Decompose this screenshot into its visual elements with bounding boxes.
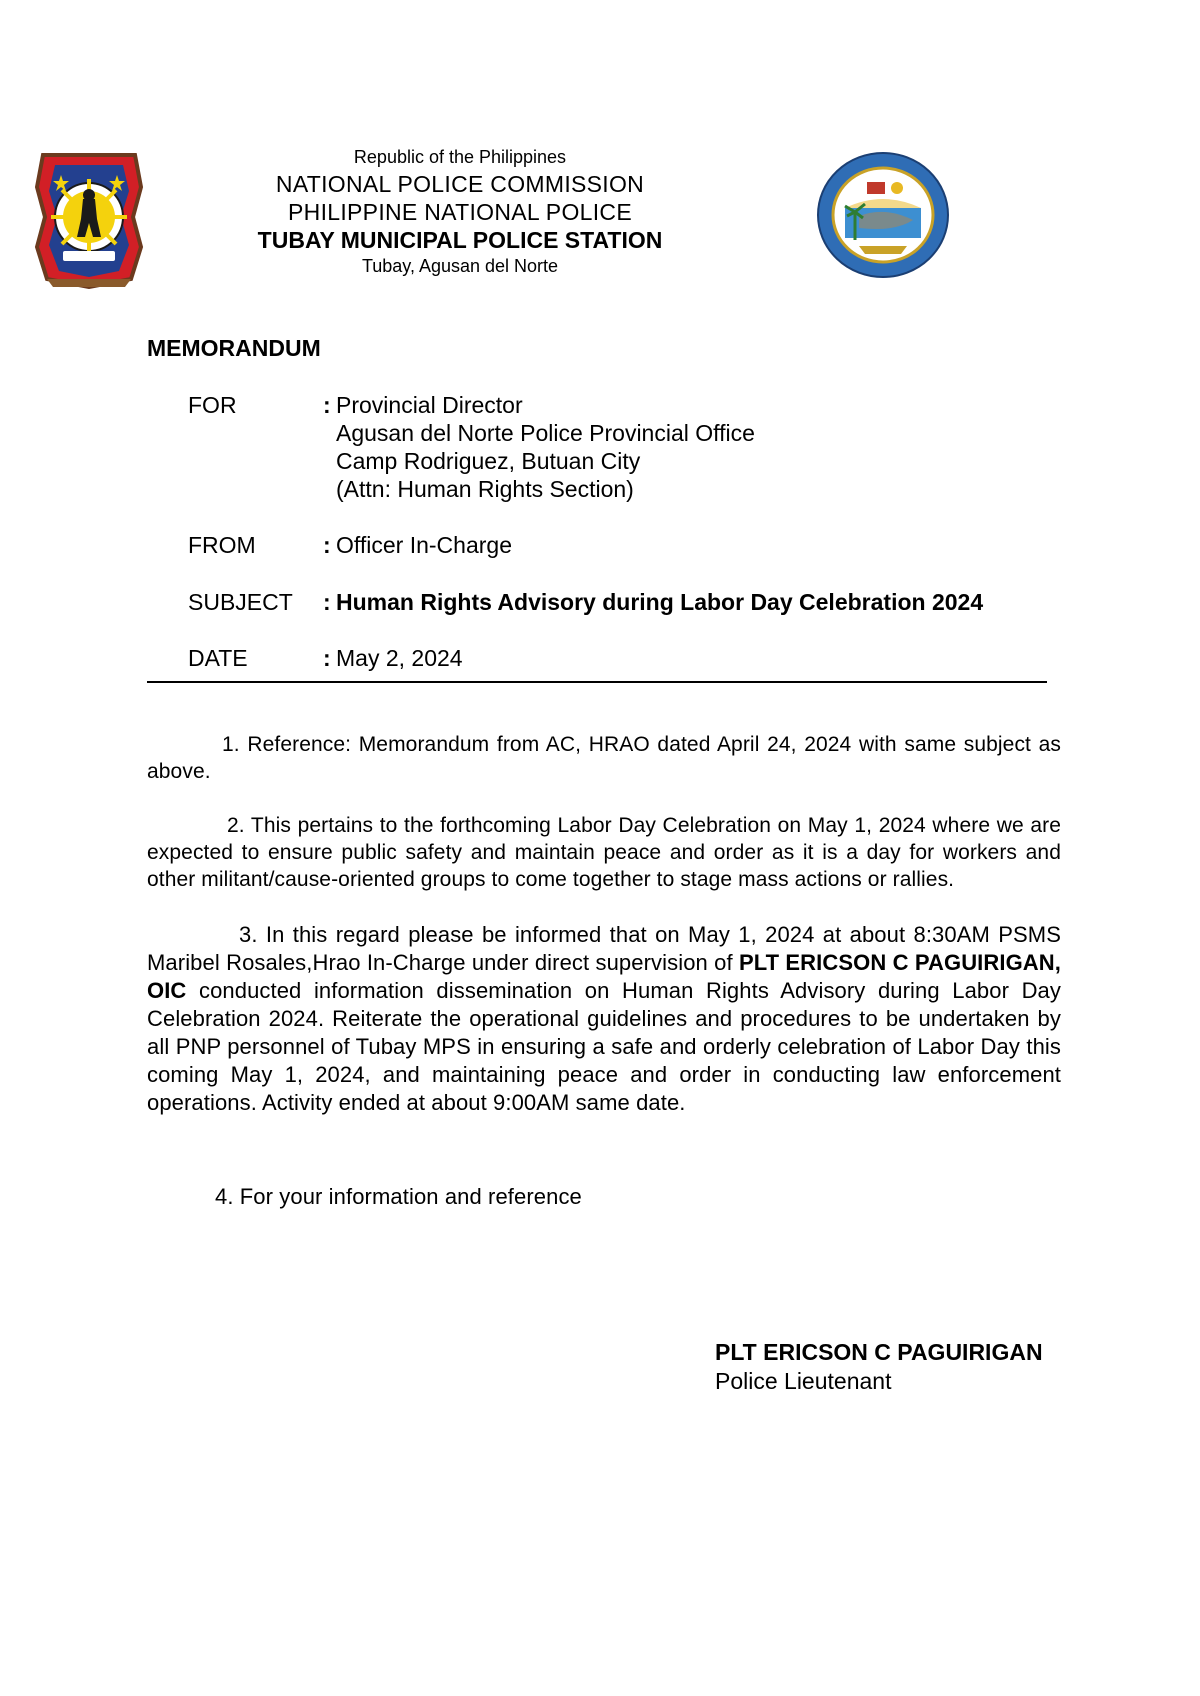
for-line-4: (Attn: Human Rights Section)	[336, 476, 634, 502]
for-colon: :	[323, 392, 331, 418]
paragraph-2-text: 2. This pertains to the forthcoming Labor Day Celebration on May 1, 2024 where we are expected to ensure public safety and maintain peace and order as it is a day for workers and other militant/cause-oriented groups to come together to stage mass actions or rallies.	[147, 814, 1061, 891]
paragraph-2	[147, 812, 1061, 893]
station-line: TUBAY MUNICIPAL POLICE STATION	[257, 227, 663, 253]
date-value: May 2, 2024	[336, 645, 463, 671]
paragraph-3-text-b: conducted information dissemination on Human Rights Advisory during Labor Day Celebration 2024. Reiterate the operational guidelines and procedures to be undertaken by all PNP personnel of Tubay MPS in ensuring a safe and orderly celebration of Labor Day this coming May 1, 2024, and maintaining peace and order in conducting law enforcement operations. Activity ended at about 9:00AM same date.	[147, 978, 1061, 1115]
paragraph-4	[147, 1183, 1061, 1210]
document-header	[220, 148, 700, 275]
from-value: Officer In-Charge	[336, 532, 512, 558]
signatory-name: PLT ERICSON C PAGUIRIGAN	[715, 1339, 1043, 1365]
location-line: Tubay, Agusan del Norte	[361, 256, 559, 276]
for-line-2: Agusan del Norte Police Provincial Office	[336, 420, 755, 446]
paragraph-4-text: 4. For your information and reference	[215, 1184, 582, 1209]
from-colon: :	[323, 532, 331, 558]
commission-line: NATIONAL POLICE COMMISSION	[275, 171, 645, 197]
pnp-line: PHILIPPINE NATIONAL POLICE	[288, 199, 632, 225]
date-label: DATE	[188, 645, 248, 671]
paragraph-1-text: 1. Reference: Memorandum from AC, HRAO dated April 24, 2024 with same subject as above.	[147, 733, 1061, 783]
paragraph-3-officer: PLT ERICSON C PAGUIRIGAN, OIC	[147, 950, 1061, 1003]
paragraph-3-text-a: 3. In this regard please be informed that on May 1, 2024 at about 8:30AM PSMS Maribel Rosales,Hrao In-Charge under direct supervision of	[147, 922, 1061, 975]
header-divider	[147, 681, 1047, 683]
subject-label: SUBJECT	[188, 589, 293, 615]
for-line-3: Camp Rodriguez, Butuan City	[336, 448, 641, 474]
subject-value: Human Rights Advisory during Labor Day Celebration 2024	[336, 589, 984, 615]
for-line-1: Provincial Director	[336, 392, 523, 418]
paragraph-3	[147, 921, 1061, 1117]
subject-colon: :	[323, 589, 331, 615]
memo-title: MEMORANDUM	[147, 335, 321, 361]
date-colon: :	[323, 645, 331, 671]
from-label: FROM	[188, 532, 256, 558]
pnp-seal-logo	[33, 147, 145, 289]
paragraph-1	[147, 731, 1061, 785]
tubay-seal-logo	[815, 150, 951, 280]
signatory-rank: Police Lieutenant	[715, 1368, 892, 1394]
republic-line: Republic of the Philippines	[353, 147, 567, 167]
for-label: FOR	[188, 392, 237, 418]
